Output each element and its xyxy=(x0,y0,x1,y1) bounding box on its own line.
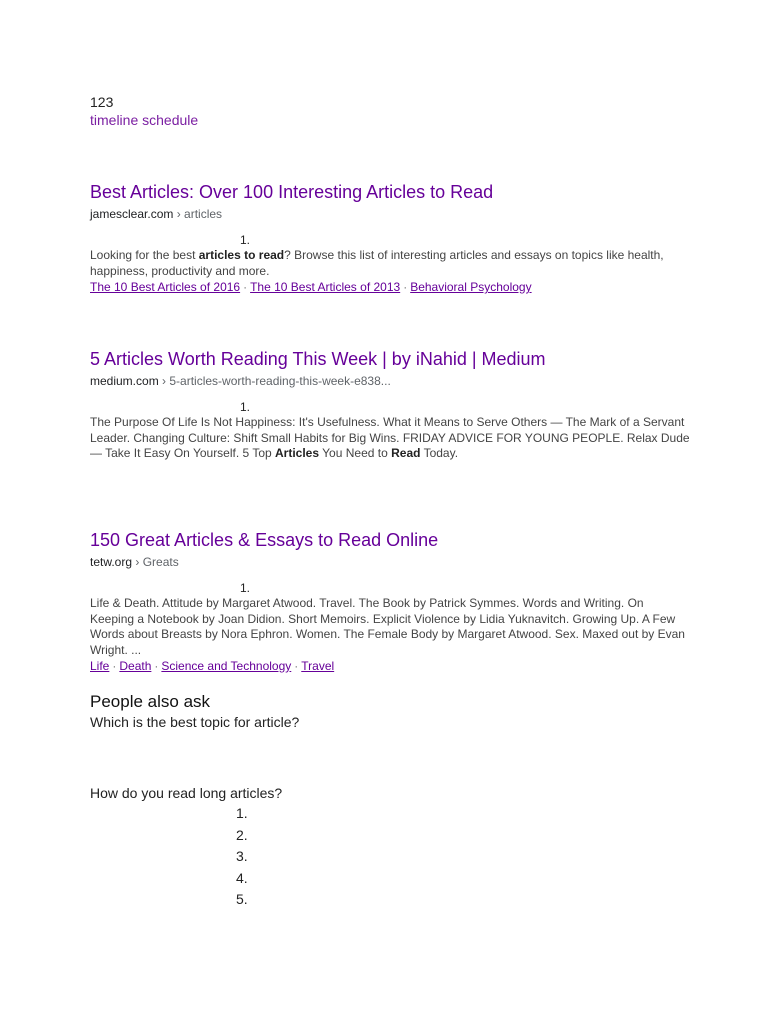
snippet-bold-text: Read xyxy=(391,446,421,460)
list-number: 4. xyxy=(236,869,248,886)
sitelink[interactable]: Death xyxy=(119,659,152,673)
snippet-bold-text: Articles xyxy=(275,446,320,460)
search-result xyxy=(90,181,690,295)
list-number: 1. xyxy=(240,581,251,595)
sitelink[interactable]: Science and Technology xyxy=(161,659,292,673)
snippet-bold-text: articles to read xyxy=(198,248,285,262)
list-number: 2. xyxy=(236,826,248,843)
result-url[interactable] xyxy=(90,373,690,389)
sitelink[interactable]: Behavioral Psychology xyxy=(410,280,532,294)
list-number: 1. xyxy=(240,400,251,414)
result-url[interactable] xyxy=(90,206,690,222)
result-title-link[interactable]: 150 Great Articles & Essays to Read Online xyxy=(90,530,439,550)
paa-question[interactable]: Which is the best topic for article? xyxy=(90,714,300,730)
list-number: 5. xyxy=(236,891,248,907)
sitelink[interactable]: Life xyxy=(90,659,110,673)
result-url-path: › Greats xyxy=(132,555,179,569)
result-title-link[interactable]: Best Articles: Over 100 Interesting Articles to Read xyxy=(90,182,494,202)
result-snippet xyxy=(90,596,690,658)
sitelink[interactable]: The 10 Best Articles of 2016 xyxy=(90,280,241,294)
people-also-ask-heading: People also ask xyxy=(90,692,211,711)
search-result xyxy=(90,529,690,674)
result-url-host: tetw.org xyxy=(90,555,133,569)
snippet-text: Life & Death. Attitude by Margaret Atwood. Travel. The Book by Patrick Symmes. Words and Writing. On Keeping a Notebook by Joan Didion. Short Memoirs. Explicit Violence by Lidia Yuknavitch. Growing Up. A Few Words about Breasts by Nora Ephron. Women. The Female Body by Margaret Atwood. Sex. Maxed out by Evan Wright. ... xyxy=(90,596,685,657)
result-url-host: jamesclear.com xyxy=(90,207,174,221)
result-url-path: › 5-articles-worth-reading-this-week-e838... xyxy=(158,374,391,388)
paa-numbered-list xyxy=(236,803,248,911)
sitelink[interactable]: Travel xyxy=(301,659,335,673)
result-sitelinks xyxy=(90,658,690,674)
sitelink-separator: · xyxy=(294,659,299,673)
result-snippet xyxy=(90,248,690,279)
snippet-text: The Purpose Of Life Is Not Happiness: It's Usefulness. What it Means to Serve Others — The Mark of a Servant Leader. Changing Culture: Shift Small Habits for Big Wins. FRIDAY ADVICE FOR YOUNG PEOPLE. Relax Dude — Take It Easy On Yourself. 5 Top xyxy=(90,415,690,460)
snippet-text: Today. xyxy=(420,446,459,460)
result-url-host: medium.com xyxy=(90,374,159,388)
list-number: 1. xyxy=(236,805,248,821)
snippet-text: Looking for the best xyxy=(90,248,199,262)
sitelink[interactable]: The 10 Best Articles of 2013 xyxy=(250,280,401,294)
search-result xyxy=(90,348,690,462)
snippet-text: You Need to xyxy=(319,446,392,460)
snippet-text: ? Browse this list of interesting articles and essays on topics like health, happiness, productivity and more. xyxy=(90,248,664,278)
sitelink-separator: · xyxy=(403,280,408,294)
result-snippet xyxy=(90,415,690,462)
sitelink-separator: · xyxy=(243,280,248,294)
sitelink-separator: · xyxy=(154,659,159,673)
page-number: 123 xyxy=(90,94,114,110)
result-url-path: › articles xyxy=(173,207,223,221)
result-url[interactable] xyxy=(90,554,690,570)
sitelink-separator: · xyxy=(112,659,117,673)
list-number: 1. xyxy=(240,233,251,247)
result-sitelinks xyxy=(90,279,690,295)
list-number: 3. xyxy=(236,848,248,864)
result-title-link[interactable]: 5 Articles Worth Reading This Week | by iNahid | Medium xyxy=(90,349,546,369)
timeline-schedule-link[interactable]: timeline schedule xyxy=(90,112,199,128)
paa-question[interactable]: How do you read long articles? xyxy=(90,785,283,801)
